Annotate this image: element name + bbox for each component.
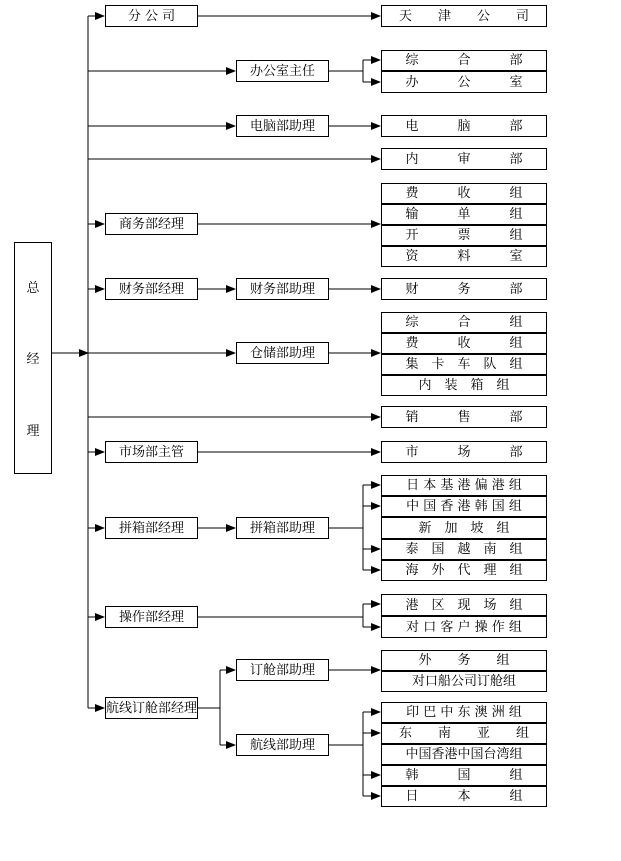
foreign-affairs-group-box: 外 务 组 — [381, 650, 547, 671]
hk-taiwan-group-box: 中国香港中国台湾组 — [381, 744, 547, 765]
korea-group-box: 韩 国 组 — [381, 765, 547, 786]
commerce-manager-box: 商务部经理 — [105, 213, 198, 235]
invoicing-box: 开 票 组 — [381, 225, 547, 246]
branch-company-box: 分 公 司 — [105, 5, 198, 27]
internal-audit-box: 内 审 部 — [381, 148, 547, 170]
india-me-aus-group-box: 印 巴 中 东 澳 洲 组 — [381, 702, 547, 723]
customer-ops-group-box: 对 口 客 户 操 作 组 — [381, 616, 547, 638]
hk-korea-group-box: 中 国 香 港 韩 国 组 — [381, 496, 547, 517]
finance-dept-box: 财 务 部 — [381, 278, 547, 300]
lcl-manager-box: 拼箱部经理 — [105, 517, 198, 539]
it-assistant-box: 电脑部助理 — [236, 115, 329, 137]
packing-group-box: 内 装 箱 组 — [381, 375, 547, 396]
lcl-assistant-box: 拼箱部助理 — [236, 517, 329, 539]
office-box: 办 公 室 — [381, 71, 547, 93]
route-assistant-box: 航线部助理 — [236, 734, 329, 756]
archive-room-box: 资 料 室 — [381, 246, 547, 267]
ceo-char-1: 总 — [26, 281, 40, 297]
port-site-group-box: 港 区 现 场 组 — [381, 594, 547, 616]
truck-team-box: 集 卡 车 队 组 — [381, 354, 547, 375]
ceo-char-3: 理 — [26, 423, 40, 439]
singapore-group-box: 新 加 坡 组 — [381, 517, 547, 539]
tianjin-company-box: 天 津 公 司 — [381, 5, 547, 27]
market-supervisor-box: 市场部主管 — [105, 441, 198, 463]
carrier-booking-group-box: 对口船公司订舱组 — [381, 671, 547, 692]
southeast-asia-group-box: 东 南 亚 组 — [381, 723, 547, 744]
ceo-char-2: 经 — [26, 352, 40, 368]
finance-manager-box: 财务部经理 — [105, 278, 198, 300]
shipping-booking-manager-box: 航线订舱部经理 — [105, 697, 198, 719]
thai-vietnam-group-box: 泰 国 越 南 组 — [381, 539, 547, 560]
japan-group-box: 日 本 组 — [381, 786, 547, 807]
fee-group-box: 费 收 组 — [381, 333, 547, 354]
fee-collection-box: 费 收 组 — [381, 183, 547, 204]
japan-port-group-box: 日 本 基 港 偏 港 组 — [381, 475, 547, 496]
finance-assistant-box: 财务部助理 — [236, 278, 329, 300]
market-dept-box: 市 场 部 — [381, 441, 547, 463]
computer-dept-box: 电 脑 部 — [381, 115, 547, 137]
operations-manager-box: 操作部经理 — [105, 606, 198, 628]
overseas-agent-group-box: 海 外 代 理 组 — [381, 560, 547, 581]
general-group-box: 综 合 组 — [381, 312, 547, 333]
sales-dept-box: 销 售 部 — [381, 406, 547, 428]
general-dept-box: 综 合 部 — [381, 50, 547, 71]
office-director-box: 办公室主任 — [236, 60, 329, 82]
warehouse-assistant-box: 仓储部助理 — [236, 342, 329, 364]
general-manager-box — [14, 242, 52, 474]
booking-assistant-box: 订舱部助理 — [236, 659, 329, 681]
data-entry-box: 输 单 组 — [381, 204, 547, 225]
